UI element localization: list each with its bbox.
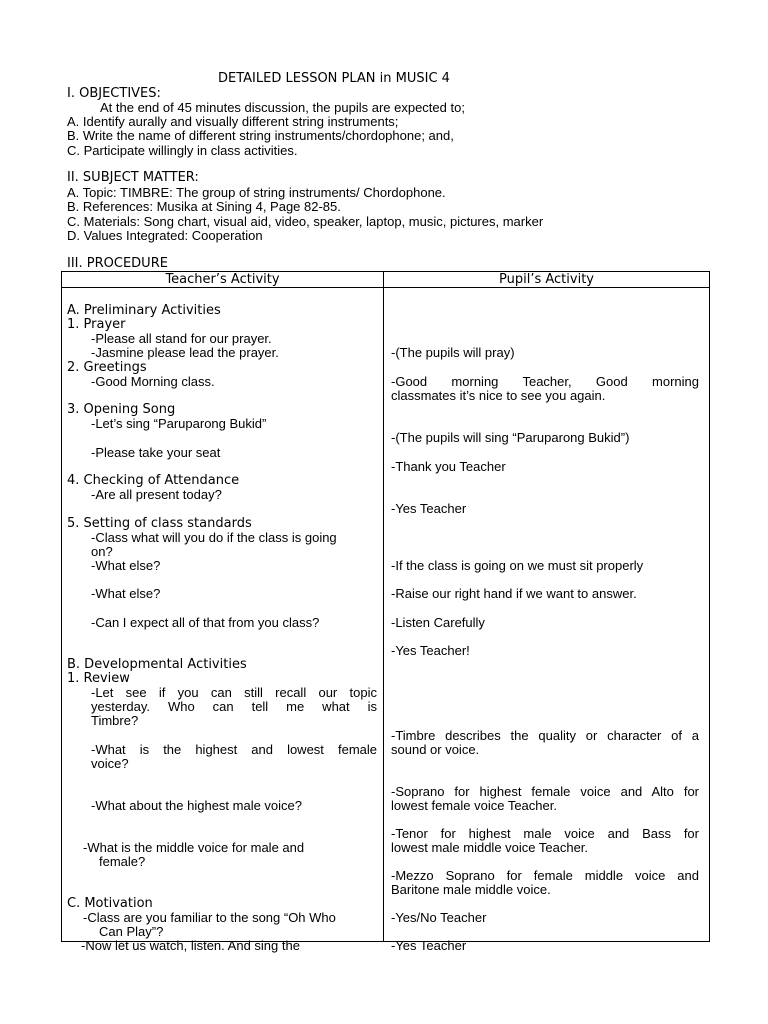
objective-item: A. Identify aurally and visually different string instruments; <box>67 114 399 129</box>
teacher-line: -What else? <box>91 586 161 601</box>
section-heading: C. Motivation <box>67 896 153 911</box>
pupil-line: -Soprano for highest female voice and Alto for <box>391 784 699 799</box>
teacher-line: yesterday. Who can tell me what is <box>91 699 377 714</box>
subsection-heading: 3. Opening Song <box>67 402 176 417</box>
teacher-line: -Class what will you do if the class is going <box>91 530 337 545</box>
teacher-line: -Class are you familiar to the song “Oh Who <box>83 910 336 925</box>
teacher-line: -What about the highest male voice? <box>91 798 303 813</box>
subsection-heading: 1. Prayer <box>67 317 126 332</box>
teacher-line: -Good Morning class. <box>91 374 215 389</box>
teacher-line: -Are all present today? <box>91 487 222 502</box>
pupil-line: lowest female voice Teacher. <box>391 798 557 813</box>
pupil-line: -Yes Teacher <box>391 501 467 516</box>
pupil-activity-cell <box>384 288 710 953</box>
teacher-activity-cell <box>62 288 384 953</box>
teacher-line: Timbre? <box>91 713 139 728</box>
teacher-line: -Jasmine please lead the prayer. <box>91 345 279 360</box>
teacher-line: -What is the middle voice for male and <box>83 840 305 855</box>
teacher-line: -Now let us watch, listen. And sing the <box>81 938 300 953</box>
objective-item: B. Write the name of different string instruments/chordophone; and, <box>67 128 454 143</box>
objective-item: C. Participate willingly in class activities. <box>67 143 298 158</box>
document-title: DETAILED LESSON PLAN in MUSIC 4 <box>218 71 450 86</box>
subsection-heading: 2. Greetings <box>67 360 147 375</box>
teacher-line: -Can I expect all of that from you class? <box>91 615 320 630</box>
subsection-heading: 5. Setting of class standards <box>67 516 252 531</box>
subsection-heading: 4. Checking of Attendance <box>67 473 240 488</box>
teacher-line: Can Play”? <box>99 924 164 939</box>
subject-matter-item: B. References: Musika at Sining 4, Page 82-85. <box>67 199 341 214</box>
pupil-line: -Timbre describes the quality or character of a <box>391 728 699 743</box>
pupil-line: lowest male middle voice Teacher. <box>391 840 589 855</box>
teacher-line: female? <box>99 854 146 869</box>
pupil-line: -Good morning Teacher, Good morning <box>391 374 699 389</box>
pupil-line: -Listen Carefully <box>391 615 485 630</box>
pupil-line: -(The pupils will sing “Paruparong Bukid”) <box>391 430 630 445</box>
pupil-line: -(The pupils will pray) <box>391 345 515 360</box>
section-heading: B. Developmental Activities <box>67 657 247 672</box>
teacher-line: -Let’s sing “Paruparong Bukid” <box>91 416 267 431</box>
teacher-line: -What else? <box>91 558 161 573</box>
subject-matter-item: D. Values Integrated: Cooperation <box>67 228 263 243</box>
procedure-heading: III. PROCEDURE <box>67 256 168 271</box>
teacher-line: -Please all stand for our prayer. <box>91 331 272 346</box>
pupil-line: -Mezzo Soprano for female middle voice and <box>391 868 699 883</box>
teacher-line: voice? <box>91 756 129 771</box>
section-heading: A. Preliminary Activities <box>67 303 221 318</box>
subject-matter-heading: II. SUBJECT MATTER: <box>67 170 199 185</box>
teacher-line: -Let see if you can still recall our topic <box>91 685 377 700</box>
pupil-line: -If the class is going on we must sit properly <box>391 558 644 573</box>
pupil-line: -Yes/No Teacher <box>391 910 487 925</box>
pupil-line: -Raise our right hand if we want to answer. <box>391 586 637 601</box>
pupil-line: classmates it’s nice to see you again. <box>391 388 606 403</box>
pupil-line: -Thank you Teacher <box>391 459 506 474</box>
teacher-line: -What is the highest and lowest female <box>91 742 377 757</box>
subject-matter-item: A. Topic: TIMBRE: The group of string instruments/ Chordophone. <box>67 185 446 200</box>
pupil-activity-header: Pupil’s Activity <box>384 272 710 288</box>
pupil-line: Baritone male middle voice. <box>391 882 551 897</box>
pupil-line: -Yes Teacher! <box>391 643 470 658</box>
subject-matter-item: C. Materials: Song chart, visual aid, video, speaker, laptop, music, pictures, marker <box>67 214 544 229</box>
teacher-line: -Please take your seat <box>91 445 221 460</box>
subsection-heading: 1. Review <box>67 671 130 686</box>
pupil-line: -Yes Teacher <box>391 938 467 953</box>
pupil-line: sound or voice. <box>391 742 480 757</box>
procedure-table <box>61 271 710 953</box>
pupil-line: -Tenor for highest male voice and Bass for <box>391 826 699 841</box>
teacher-line: on? <box>91 544 113 559</box>
teacher-activity-header: Teacher’s Activity <box>62 272 384 288</box>
objectives-intro: At the end of 45 minutes discussion, the pupils are expected to; <box>100 100 465 115</box>
objectives-heading: I. OBJECTIVES: <box>67 86 161 101</box>
